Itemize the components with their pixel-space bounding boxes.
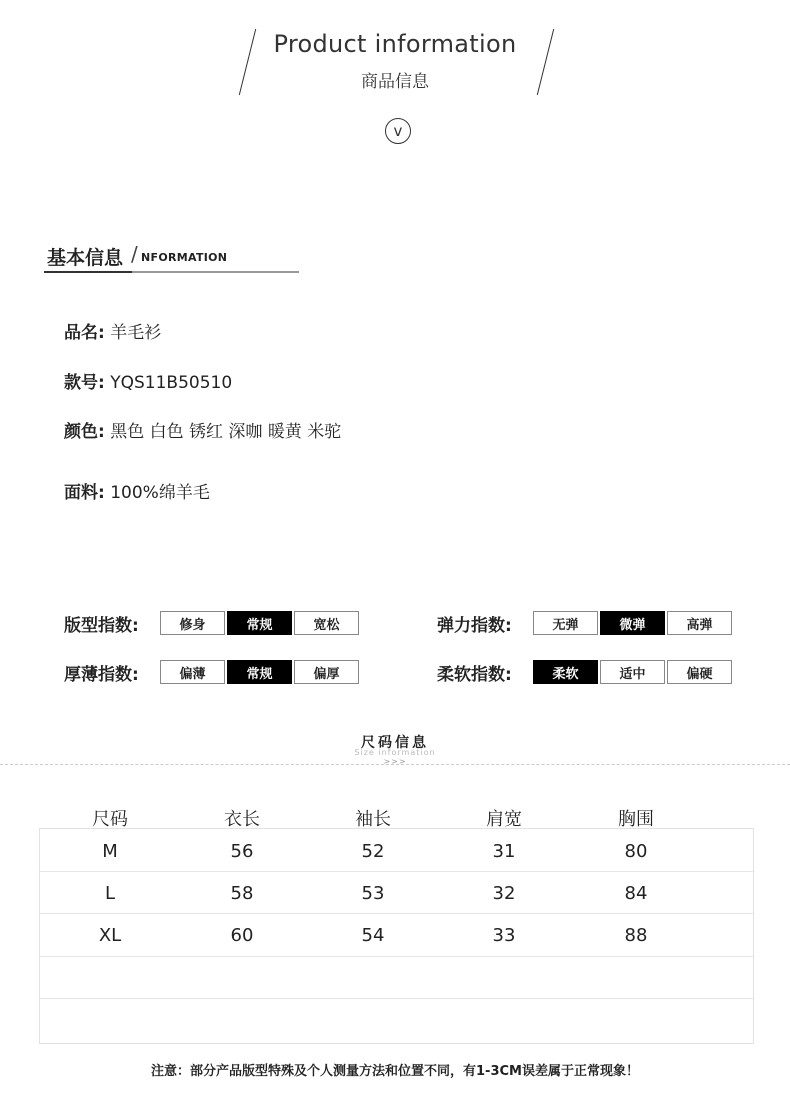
index-softness-label: 柔软指数: [437,665,512,685]
cell-length: 58 [230,883,254,904]
info-code [64,368,232,393]
cell-size: M [102,841,118,862]
col-header-sleeve: 袖长 [355,809,391,830]
info-fabric-label: 面料: [64,483,105,503]
cell-sleeve: 52 [361,841,385,862]
option-thickness-thick: 偏厚 [294,660,359,684]
col-header-shoulder: 肩宽 [486,809,522,830]
option-stretch-none: 无弹 [533,611,598,635]
info-color-value: 黑色 白色 锈红 深咖 暖黄 米驼 [110,422,342,442]
option-fit-loose: 宽松 [294,611,359,635]
info-name-value: 羊毛衫 [110,323,162,343]
option-softness-medium: 适中 [600,660,665,684]
info-name-label: 品名: [64,323,105,343]
cell-size: L [104,883,116,904]
chevron-glyph: v [393,122,403,140]
index-stretch-label: 弹力指数: [437,616,512,636]
option-fit-regular: 常规 [227,611,292,635]
cell-sleeve: 54 [361,925,385,946]
cell-shoulder: 33 [492,925,516,946]
section-slash: / [131,242,138,266]
index-thickness-options [160,660,361,684]
section-underline-accent [44,271,132,273]
option-softness-hard: 偏硬 [667,660,732,684]
option-stretch-slight: 微弹 [600,611,665,635]
col-header-size: 尺码 [92,809,128,830]
size-section-subtitle: Size information [354,748,436,757]
option-fit-slim: 修身 [160,611,225,635]
header-title: Product information [273,30,517,58]
table-row [0,841,790,883]
option-stretch-high: 高弹 [667,611,732,635]
info-code-label: 款号: [64,373,105,393]
index-fit-label: 版型指数: [64,616,139,636]
option-thickness-thin: 偏薄 [160,660,225,684]
header-subtitle: 商品信息 [361,72,429,92]
cell-shoulder: 32 [492,883,516,904]
info-name [64,318,161,343]
index-fit [64,611,139,636]
section-title: 基本信息 [47,247,124,269]
size-table-header [0,805,790,829]
cell-chest: 84 [624,883,648,904]
index-thickness [64,660,139,685]
col-header-chest: 胸围 [618,809,654,830]
index-softness [437,660,512,685]
info-color-label: 颜色: [64,422,105,442]
info-fabric [64,478,210,503]
cell-shoulder: 31 [492,841,516,862]
index-thickness-label: 厚薄指数: [64,665,139,685]
cell-chest: 80 [624,841,648,862]
section-title-en: NFORMATION [141,251,228,264]
size-section-title: 尺码信息 [361,735,429,751]
row-divider [39,998,754,999]
option-thickness-regular: 常规 [227,660,292,684]
info-fabric-value: 100%绵羊毛 [110,483,210,503]
index-softness-options [533,660,734,684]
index-stretch-options [533,611,734,635]
cell-chest: 88 [624,925,648,946]
cell-length: 60 [230,925,254,946]
footnote: 注意：部分产品版型特殊及个人测量方法和位置不同，有1-3CM误差属于正常现象！ [151,1064,639,1079]
cell-size: XL [98,925,122,946]
option-softness-soft: 柔软 [533,660,598,684]
size-section-arrows: >>> [383,757,407,766]
table-row [0,925,790,967]
index-fit-options [160,611,361,635]
dashed-divider [0,764,790,765]
cell-length: 56 [230,841,254,862]
cell-sleeve: 53 [361,883,385,904]
chevron-down-icon [385,118,411,144]
info-color [64,417,341,442]
info-code-value: YQS11B50510 [110,373,233,393]
col-header-length: 衣长 [224,809,260,830]
index-stretch [437,611,512,636]
table-row [0,883,790,925]
